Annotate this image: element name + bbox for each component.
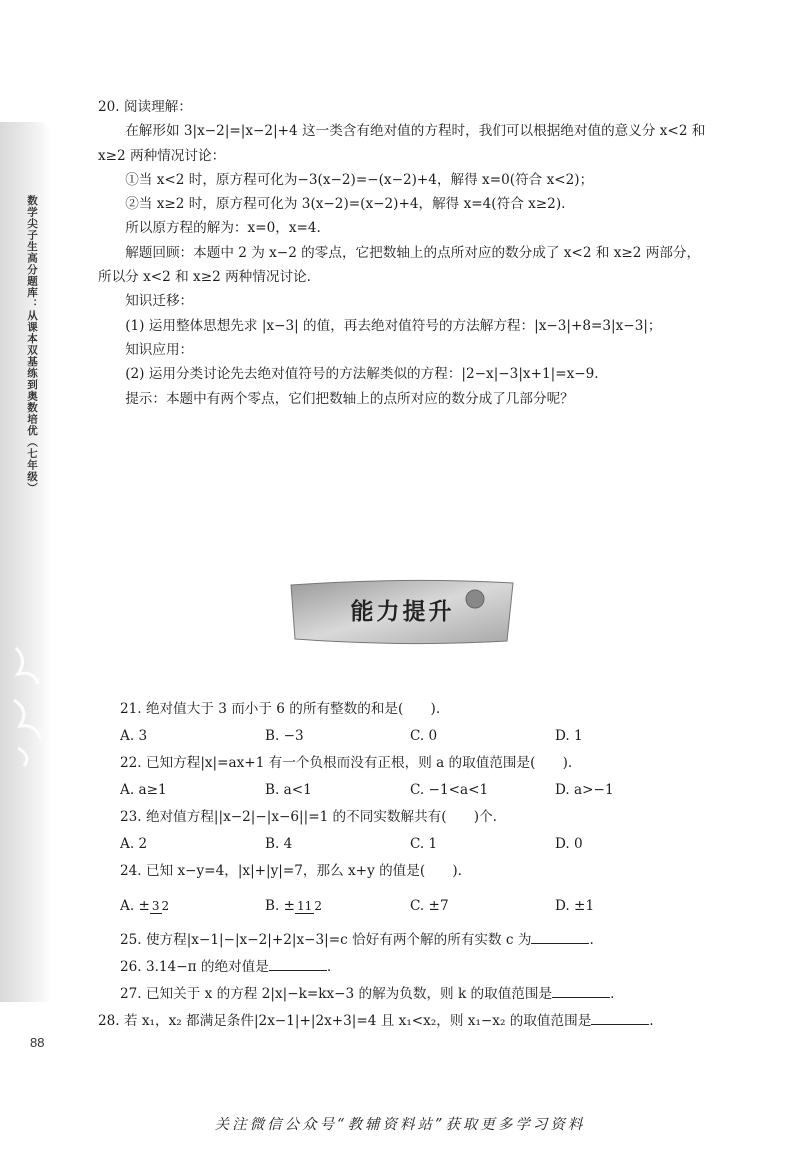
answer-blank[interactable] xyxy=(552,982,610,998)
option: A. 2 xyxy=(120,836,148,852)
book-spine-title: 数学尖子生高分题库：从课本双基练到奥数培优（七年级） xyxy=(26,195,38,494)
option: C. 1 xyxy=(410,836,438,852)
reading-line: ②当 x≥2 时，原方程可化为 3(x−2)=(x−2)+4，解得 x=4(符合 x≥2). xyxy=(125,196,566,213)
question-stem: 27. 已知关于 x 的方程 2|x|−k=kx−3 的解为负数，则 k 的取值范围是 xyxy=(120,986,553,1002)
options-row xyxy=(120,831,720,858)
footer-note: 关注微信公众号“教辅资料站”获取更多学习资料 xyxy=(214,1117,586,1133)
question-28 xyxy=(98,1008,720,1035)
option: B. a<1 xyxy=(265,782,312,798)
option: D. ±1 xyxy=(555,898,595,914)
option: D. 0 xyxy=(555,836,583,852)
reading-line: 解题回顾：本题中 2 为 x−2 的零点，它把数轴上的点所对应的数分成了 x<2 和 x≥2 两部分，所以分 x<2 和 x≥2 两种情况讨论. xyxy=(98,244,701,286)
option: A. 3 xyxy=(120,728,148,744)
fraction-num: 11 xyxy=(297,899,313,913)
question-tail: . xyxy=(326,959,332,975)
option: B. −3 xyxy=(265,728,304,744)
options-row xyxy=(120,723,720,750)
option: A. a≥1 xyxy=(120,782,167,798)
banner-title: 能力提升 xyxy=(350,599,455,625)
question-tail: . xyxy=(649,1013,654,1029)
decorative-pattern xyxy=(8,640,48,770)
question-26 xyxy=(120,954,720,981)
reading-line: (2) 运用分类讨论先去绝对值符号的方法解类似的方程：|2−x|−3|x+1|=x−9. xyxy=(125,366,599,383)
option: C. ±7 xyxy=(410,898,449,914)
question-24: 24. 已知 x−y=4，|x|+|y|=7，那么 x+y 的值是( ). xyxy=(120,863,462,879)
question-23: 23. 绝对值方程||x−2|−|x−6||=1 的不同实数解共有( )个. xyxy=(120,809,498,825)
option xyxy=(265,889,410,923)
fraction-den: 2 xyxy=(161,899,170,913)
fraction-den: 2 xyxy=(314,899,322,913)
decorative-pattern-icon xyxy=(8,640,48,770)
reading-line: (1) 运用整体思想先求 |x−3| 的值，再去绝对值符号的方法解方程：|x−3|+8=3|x−3|； xyxy=(125,317,662,334)
answer-blank[interactable] xyxy=(591,1009,649,1025)
option: C. 0 xyxy=(410,728,438,744)
fraction xyxy=(150,899,169,914)
question-25 xyxy=(120,927,720,954)
option xyxy=(120,889,265,923)
answer-blank[interactable] xyxy=(269,955,327,971)
option: D. a>−1 xyxy=(555,782,614,798)
question-stem: 26. 3.14−π 的绝对值是 xyxy=(120,959,269,975)
reading-line: 提示：本题中有两个零点，它们把数轴上的点所对应的数分成了几部分呢？ xyxy=(125,390,574,407)
answer-blank[interactable] xyxy=(531,928,589,944)
reading-line: 所以原方程的解为：x=0，x=4. xyxy=(125,220,321,237)
option: C. −1<a<1 xyxy=(410,782,489,798)
reading-line: 知识应用： xyxy=(125,341,194,358)
option: B. 4 xyxy=(265,836,293,852)
questions-section xyxy=(98,696,720,1035)
question-22: 22. 已知方程|x|=ax+1 有一个负根而没有正根，则 a 的取值范围是( ). xyxy=(120,755,573,771)
reading-section xyxy=(98,95,710,411)
fraction xyxy=(295,899,322,914)
option-label: A. ± xyxy=(120,898,150,914)
reading-line: ①当 x<2 时，原方程可化为−3(x−2)=−(x−2)+4，解得 x=0(符合 x<2)； xyxy=(125,171,594,188)
question-stem: 28. 若 x₁，x₂ 都满足条件|2x−1|+|2x+3|=4 且 x₁<x₂，则 x₁−x₂ 的取值范围是 xyxy=(98,1013,592,1029)
reading-heading: 20. 阅读理解： xyxy=(98,99,192,115)
question-tail: . xyxy=(589,932,594,948)
options-row xyxy=(120,889,720,923)
options-row xyxy=(120,777,720,804)
question-21: 21. 绝对值大于 3 而小于 6 的所有整数的和是( ). xyxy=(120,701,441,717)
section-banner xyxy=(285,577,520,647)
fraction-num: 3 xyxy=(151,899,160,913)
reading-line: 在解形如 3|x−2|=|x−2|+4 这一类含有绝对值的方程时，我们可以根据绝对值的意义分 x<2 和 x≥2 两种情况讨论： xyxy=(98,123,706,164)
option-label: B. ± xyxy=(265,898,296,914)
question-stem: 25. 使方程|x−1|−|x−2|+2|x−3|=c 恰好有两个解的所有实数 c 为 xyxy=(120,932,532,948)
option: D. 1 xyxy=(555,728,583,744)
page-number: 88 xyxy=(30,1035,45,1050)
reading-line: 知识迁移： xyxy=(125,293,194,310)
question-27 xyxy=(120,981,720,1008)
question-tail: . xyxy=(610,986,615,1002)
